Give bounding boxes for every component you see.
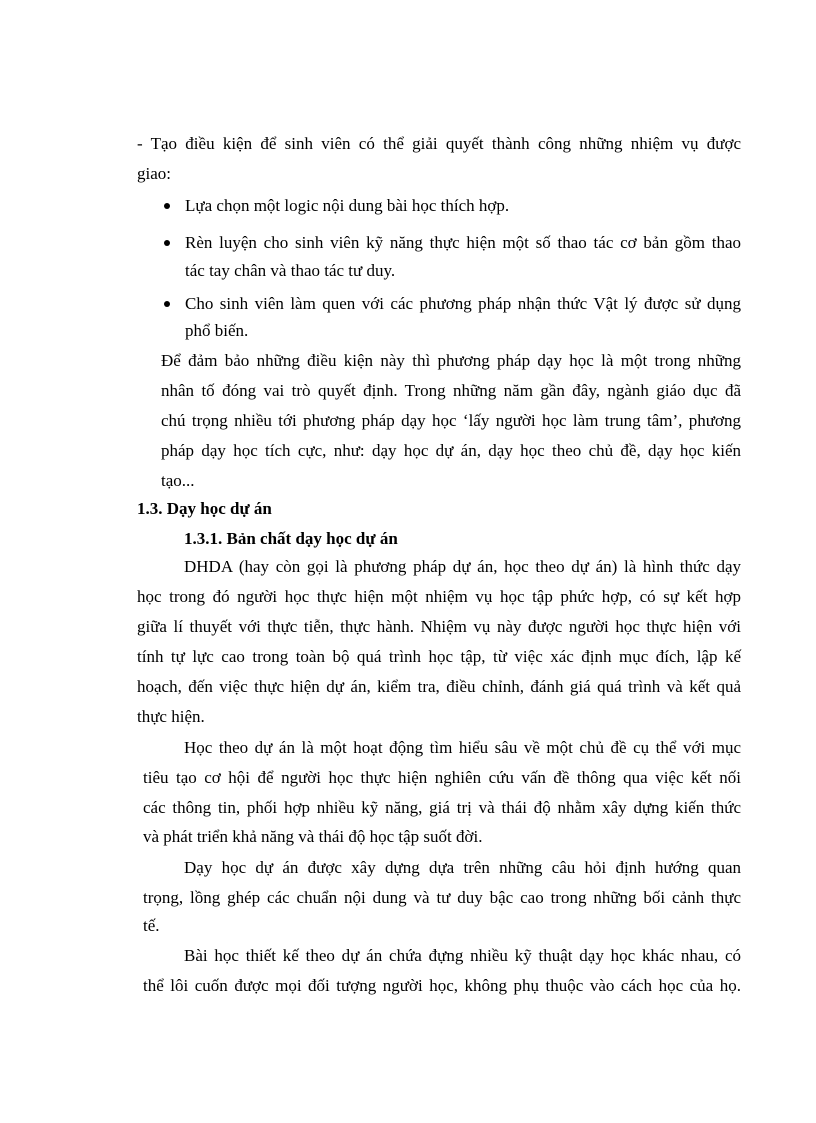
para1-line-1: Để đảm bảo những điều kiện này thì phương pháp dạy học là một trong những [161,351,741,370]
para4-line-1: Dạy học dự án được xây dựng dựa trên những câu hỏi định hướng quan [184,858,741,877]
para2-line-4: tính tự lực cao trong toàn bộ quá trình học tập, từ việc xác định mục đích, lập kế [137,647,741,666]
bullet-1-line-1: Lựa chọn một logic nội dung bài học thích hợp. [185,196,510,215]
para5-line-1: Bài học thiết kế theo dự án chứa đựng nhiều kỹ thuật dạy học khác nhau, có [184,946,741,965]
para1-line-2: nhân tố đóng vai trò quyết định. Trong những năm gần đây, ngành giáo dục đã [161,381,741,400]
bullet-dot [164,240,170,246]
section-heading: 1.3. Dạy học dự án [137,499,272,518]
bullet-3-line-2: phổ biến. [185,321,249,340]
para1-line-3: chú trọng nhiều tới phương pháp dạy học ‘lấy người học làm trung tâm’, phương [161,411,741,430]
para3-line-2: tiêu tạo cơ hội để người học thực hiện nghiên cứu vấn đề thông qua việc kết nối [143,768,741,787]
para4-line-2: trọng, lồng ghép các chuẩn nội dung và tư duy bậc cao trong những bối cảnh thực [143,888,741,907]
para5-line-2: thể lôi cuốn được mọi đối tượng người học, không phụ thuộc vào cách học của họ. [143,976,741,995]
para2-line-5: hoạch, đến việc thực hiện dự án, kiểm tra, điều chỉnh, đánh giá quá trình và kết quả [137,677,741,696]
para3-line-3: các thông tin, phối hợp nhiều kỹ năng, giá trị và thái độ nhằm xây dựng kiến thức [143,798,741,817]
para3-line-1: Học theo dự án là một hoạt động tìm hiểu sâu về một chủ đề cụ thể với mục [184,738,741,757]
bullet-2-line-2: tác tay chân và thao tác tư duy. [185,261,396,280]
bullet-dot [164,301,170,307]
bullet-3-line-1: Cho sinh viên làm quen với các phương pháp nhận thức Vật lý được sử dụng [185,294,741,313]
para3-line-4: và phát triển khả năng và thái độ học tập suốt đời. [143,827,483,846]
para1-line-4: pháp dạy học tích cực, như: dạy học dự án, dạy học theo chủ đề, dạy học kiến [161,441,741,460]
intro-line-1: - Tạo điều kiện để sinh viên có thể giải quyết thành công những nhiệm vụ được [137,134,741,153]
para1-line-5: tạo... [161,471,195,490]
intro-line-2: giao: [137,164,171,183]
para2-line-2: học trong đó người học thực hiện một nhiệm vụ học tập phức hợp, có sự kết hợp [137,587,741,606]
para4-line-3: tế. [143,916,160,935]
subsection-heading: 1.3.1. Bản chất dạy học dự án [184,529,398,548]
para2-line-1: DHDA (hay còn gọi là phương pháp dự án, học theo dự án) là hình thức dạy [184,557,741,576]
para2-line-6: thực hiện. [137,707,205,726]
bullet-2-line-1: Rèn luyện cho sinh viên kỹ năng thực hiện một số thao tác cơ bản gồm thao [185,233,741,252]
bullet-dot [164,203,170,209]
para2-line-3: giữa lí thuyết với thực tiễn, thực hành. Nhiệm vụ này được người học thực hiện với [137,617,741,636]
